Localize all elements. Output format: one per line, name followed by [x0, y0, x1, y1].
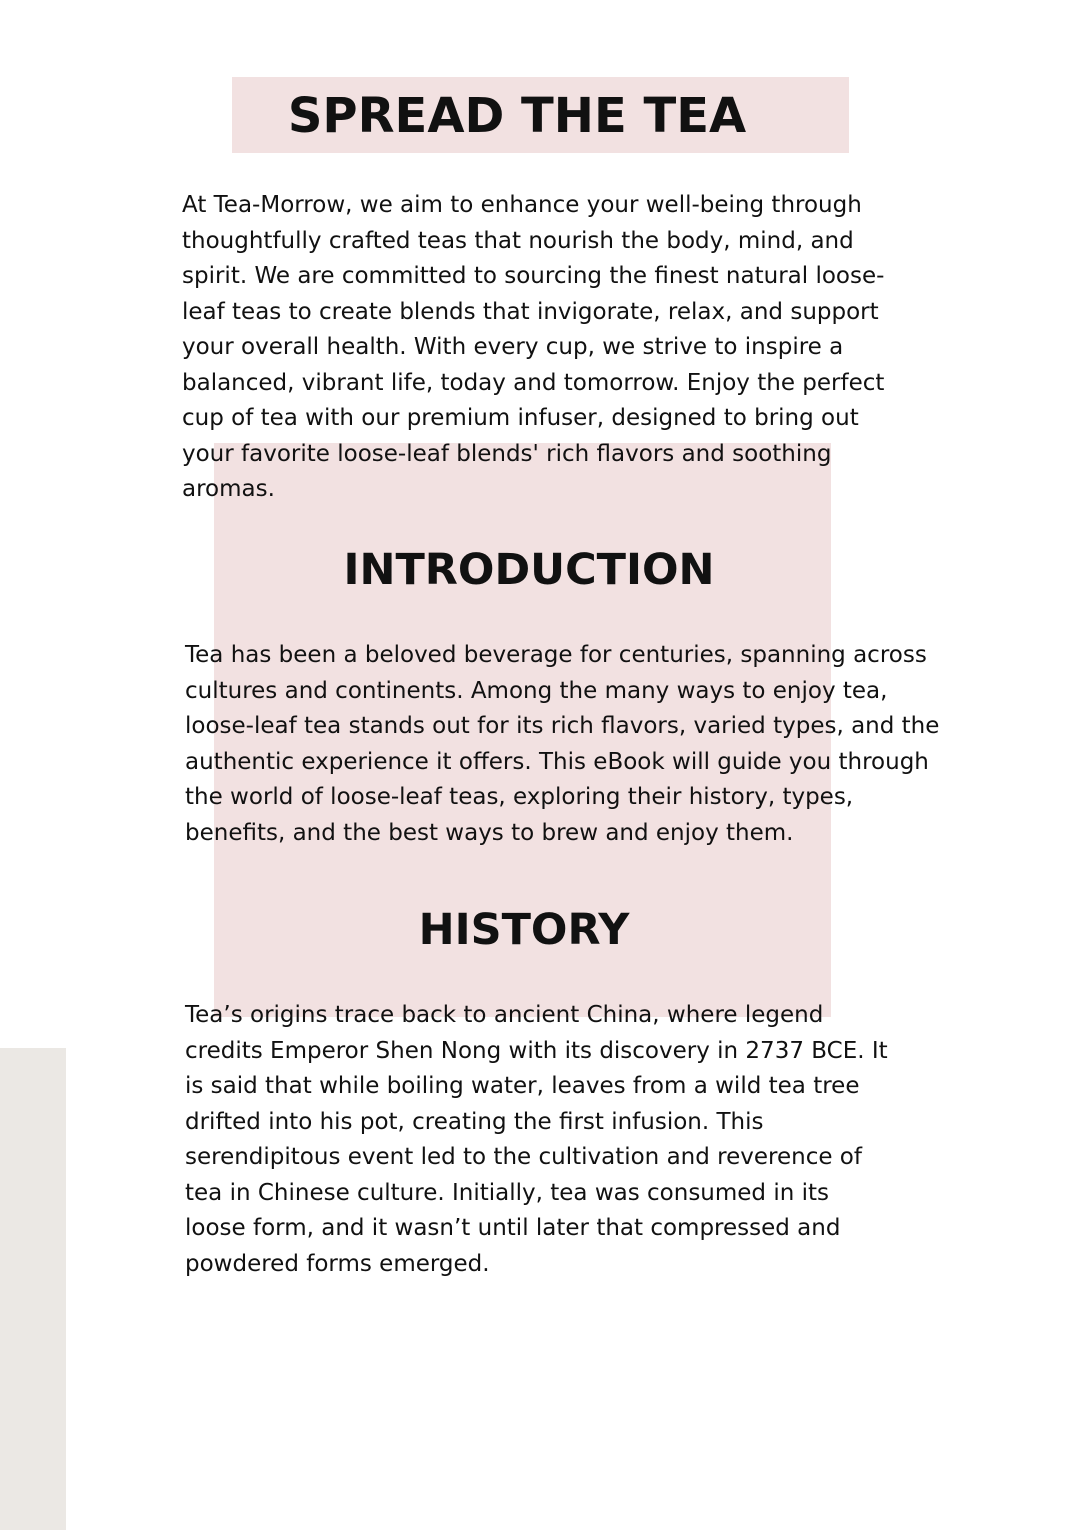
decorative-side-strip — [0, 1048, 66, 1530]
page-title: SPREAD THE TEA — [287, 88, 747, 144]
mission-paragraph: At Tea-Morrow, we aim to enhance your well-being through thoughtfully crafted teas that nourish the body, mind, and spirit. We are committed to sourcing the finest natural loose- leaf teas to create blends that invigorate, relax, and support your overall health. With every cup, we strive to inspire a balanced, vibrant life, today and tomorrow. Enjoy the perfect cup of tea with our premium infuser, designed to bring out your favorite loose-leaf blends' rich flavors and soothing aromas. — [182, 192, 885, 502]
introduction-heading: INTRODUCTION — [343, 545, 715, 595]
history-paragraph: Tea’s origins trace back to ancient China, where legend credits Emperor Shen Nong with its discovery in 2737 BCE. It is said that while boiling water, leaves from a wild tea tree drifted into his pot, creating the first infusion. This serendipitous event led to the cultivation and reverence of tea in Chinese culture. Initially, tea was consumed in its loose form, and it wasn’t until later that compressed and powdered forms emerged. — [185, 1002, 888, 1277]
history-heading: HISTORY — [418, 905, 630, 955]
introduction-paragraph: Tea has been a beloved beverage for centuries, spanning across cultures and continents. Among the many ways to enjoy tea, loose-leaf tea stands out for its rich flavors, varied types, and the authentic experience it offers. This eBook will guide you through the world of loose-leaf teas, exploring their history, types, benefits, and the best ways to brew and enjoy them. — [185, 642, 940, 846]
